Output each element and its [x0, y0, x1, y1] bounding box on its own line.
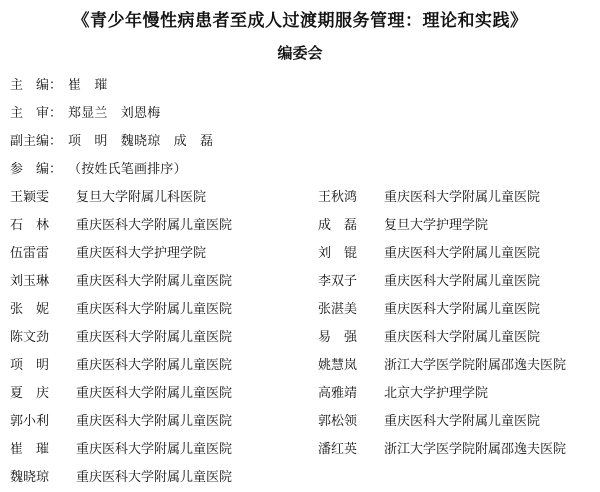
contributor-name: 王秋鸿	[318, 190, 358, 205]
contributor-affiliation: 重庆医科大学附属儿童医院	[384, 190, 541, 205]
contributor-name: 崔 璀	[10, 442, 50, 457]
contributor-row	[10, 414, 232, 430]
contributor-name: 王颖雯	[10, 190, 50, 205]
contributor-affiliation: 重庆医科大学附属儿童医院	[76, 386, 233, 401]
editor-label: 主 编：	[10, 78, 63, 93]
contributor-affiliation: 重庆医科大学附属儿童医院	[384, 274, 541, 289]
contributor-name: 李双子	[318, 274, 358, 289]
contributor-row	[10, 442, 232, 458]
contributor-name: 高雅靖	[318, 386, 358, 401]
contributor-affiliation: 重庆医科大学附属儿童医院	[384, 302, 541, 317]
contributor-row	[318, 190, 540, 206]
contributor-name: 刘 锟	[318, 246, 358, 261]
contributor-row	[318, 442, 566, 458]
contributor-affiliation: 复旦大学附属儿科医院	[76, 190, 207, 205]
contributor-row	[10, 218, 232, 234]
contributor-affiliation: 重庆医科大学附属儿童医院	[76, 358, 233, 373]
contributor-affiliation: 重庆医科大学护理学院	[76, 246, 207, 261]
contributor-affiliation: 浙江大学医学院附属邵逸夫医院	[384, 358, 567, 373]
contributor-affiliation: 重庆医科大学附属儿童医院	[76, 274, 233, 289]
contributor-name: 魏晓琼	[10, 470, 50, 485]
contributor-name: 郭小利	[10, 414, 50, 429]
contributor-name: 易 强	[318, 330, 358, 345]
contributor-name: 成 磊	[318, 218, 358, 233]
contributor-affiliation: 浙江大学医学院附属邵逸夫医院	[384, 442, 567, 457]
contributor-name: 张 妮	[10, 302, 50, 317]
contributor-affiliation: 重庆医科大学附属儿童医院	[384, 330, 541, 345]
contributor-row	[318, 302, 540, 318]
editor-names: 崔 璀	[68, 78, 108, 93]
contributor-row	[10, 386, 232, 402]
contributor-name: 石 林	[10, 218, 50, 233]
reviewer-line	[10, 106, 160, 122]
contributor-row	[318, 246, 540, 262]
contributor-name: 姚慧岚	[318, 358, 358, 373]
contributor-name: 潘红英	[318, 442, 358, 457]
contributor-affiliation: 重庆医科大学附属儿童医院	[384, 246, 541, 261]
deputy-editor-line	[10, 134, 213, 150]
contributor-row	[10, 246, 206, 262]
contributor-row	[10, 302, 232, 318]
contributor-name: 张湛美	[318, 302, 358, 317]
committee-heading: 编委会	[277, 44, 323, 62]
contributor-name: 伍雷雷	[10, 246, 50, 261]
deputy-editor-names: 项 明 魏晓琼 成 磊	[68, 134, 214, 149]
contributors-line	[10, 162, 187, 178]
contributor-affiliation: 北京大学护理学院	[384, 386, 489, 401]
contributor-name: 项 明	[10, 358, 50, 373]
reviewer-label: 主 审：	[10, 106, 63, 121]
contributors-label: 参 编：	[10, 162, 63, 177]
contributor-name: 陈文劲	[10, 330, 50, 345]
contributor-affiliation: 复旦大学护理学院	[384, 218, 489, 233]
editor-line	[10, 78, 108, 94]
contributor-affiliation: 重庆医科大学附属儿童医院	[76, 218, 233, 233]
contributor-row	[318, 330, 540, 346]
contributor-name: 刘玉琳	[10, 274, 50, 289]
contributor-row	[10, 358, 232, 374]
contributor-row	[10, 330, 232, 346]
contributor-affiliation: 重庆医科大学附属儿童医院	[384, 414, 541, 429]
contributor-row	[318, 414, 540, 430]
contributor-row	[318, 358, 566, 374]
contributor-name: 夏 庆	[10, 386, 50, 401]
book-title: 《青少年慢性病患者至成人过渡期服务管理：理论和实践》	[72, 11, 528, 31]
contributor-row	[318, 218, 488, 234]
contributor-row	[318, 386, 488, 402]
contributor-row	[10, 190, 206, 206]
contributor-row	[10, 274, 232, 290]
contributor-affiliation: 重庆医科大学附属儿童医院	[76, 302, 233, 317]
reviewer-names: 郑显兰 刘恩梅	[68, 106, 161, 121]
contributor-name: 郭松领	[318, 414, 358, 429]
contributor-row	[318, 274, 540, 290]
contributor-row	[10, 470, 232, 486]
contributor-affiliation: 重庆医科大学附属儿童医院	[76, 414, 233, 429]
contributors-note: （按姓氏笔画排序）	[68, 162, 187, 177]
contributor-affiliation: 重庆医科大学附属儿童医院	[76, 442, 233, 457]
contributor-affiliation: 重庆医科大学附属儿童医院	[76, 330, 233, 345]
contributor-affiliation: 重庆医科大学附属儿童医院	[76, 470, 233, 485]
deputy-editor-label: 副主编：	[10, 134, 63, 149]
